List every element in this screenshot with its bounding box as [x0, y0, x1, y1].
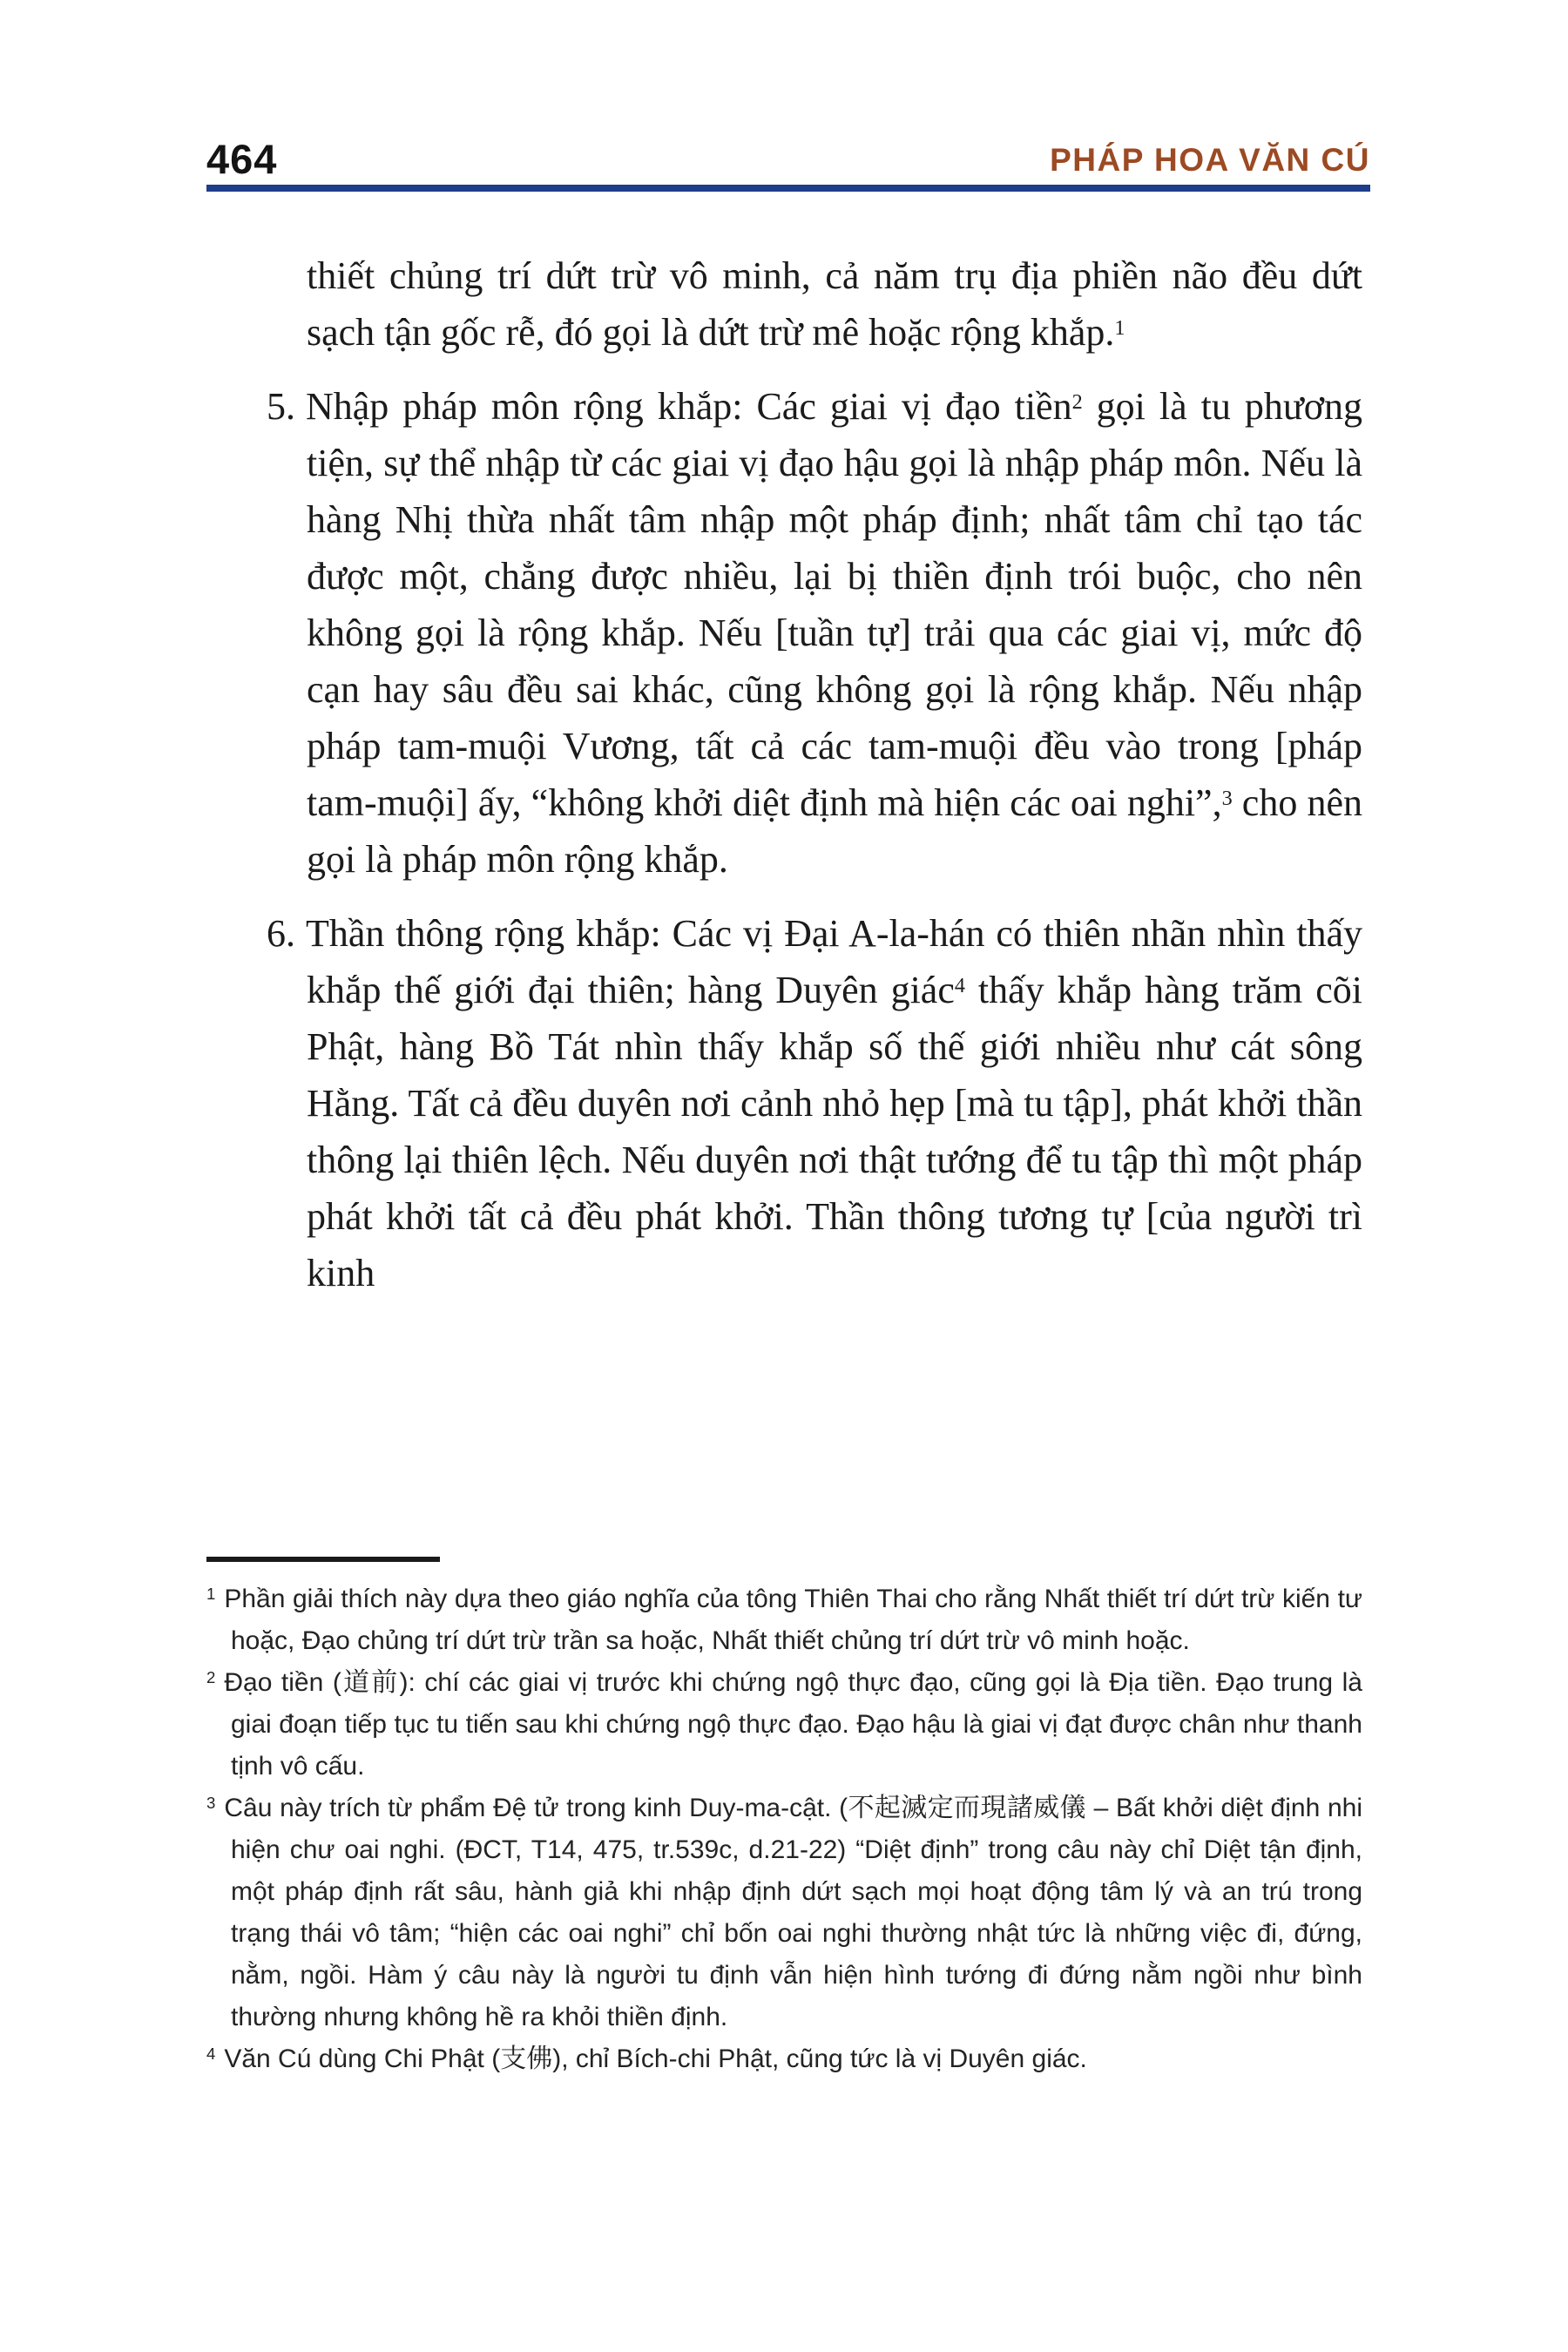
body-paragraph-continuation: [307, 247, 1362, 361]
footnote-2: [206, 1662, 1362, 1788]
body-paragraph-6: [267, 905, 1362, 1301]
running-title: PHÁP HOA VĂN CÚ: [1050, 142, 1370, 178]
footnote-separator: [206, 1557, 440, 1562]
paragraph-text: Thần thông rộng khắp: Các vị Đại A-la-hán có thiên nhãn nhìn thấy khắp thế giới đại thiên; hàng Duyên giác$^4$ thấy khắp hàng trăm cõi Phật, hàng Bồ Tát nhìn thấy khắp số thế giới nhiều như cát sông Hằng. Tất cả đều duyên nơi cảnh nhỏ hẹp [mà tu tập], phát khởi thần thông lại thiên lệch. Nếu duyên nơi thật tướng để tu tập thì một pháp phát khởi tất cả đều phát khởi. Thần thông tương tự [của người trì kinh: [306, 912, 1362, 1294]
footnote-text: Phần giải thích này dựa theo giáo nghĩa của tông Thiên Thai cho rằng Nhất thiết trí dứt trừ kiến tư hoặc, Đạo chủng trí dứt trừ trần sa hoặc, Nhất thiết chủng trí dứt trừ vô minh hoặc.: [224, 1585, 1362, 1655]
footnote-marker: 1: [206, 1584, 216, 1603]
paragraph-marker: 6.: [267, 912, 295, 955]
footnote-marker: 2: [206, 1667, 216, 1686]
footnote-marker: 3: [206, 1793, 216, 1812]
footnote-1: [206, 1578, 1362, 1662]
footnotes-block: [206, 1578, 1362, 2188]
body-text-block: [267, 247, 1362, 1552]
footnote-text: Câu này trích từ phẩm Đệ tử trong kinh Duy-ma-cật. (不起滅定而現諸威儀 – Bất khởi diệt định nhi hiện chư oai nghi. (ĐCT, T14, 475, tr.539c, d.21-22) “Diệt định” trong câu này chỉ Diệt tận định, một pháp định rất sâu, hành giả khi nhập định dứt sạch mọi hoạt động tâm lý và an trú trong trạng thái vô tâm; “hiện các oai nghi” chỉ bốn oai nghi thường nhật tức là những việc đi, đứng, nằm, ngồi. Hàm ý câu này là người tu định vẫn hiện hình tướng đi đứng nằm ngồi như bình thường nhưng không hề ra khỏi thiền định.: [224, 1794, 1362, 2031]
paragraph-text: Nhập pháp môn rộng khắp: Các giai vị đạo tiền$^2$ gọi là tu phương tiện, sự thể nhập từ các giai vị đạo hậu gọi là nhập pháp môn. Nếu là hàng Nhị thừa nhất tâm nhập một pháp định; nhất tâm chỉ tạo tác được một, chẳng được nhiều, lại bị thiền định trói buộc, cho nên không gọi là rộng khắp. Nếu [tuần tự] trải qua các giai vị, mức độ cạn hay sâu đều sai khác, cũng không gọi là rộng khắp. Nếu nhập pháp tam-muội Vương, tất cả các tam-muội đều vào trong [pháp tam-muội] ấy, “không khởi diệt định mà hiện các oai nghi”,$^3$ cho nên gọi là pháp môn rộng khắp.: [306, 385, 1362, 881]
paragraph-text: thiết chủng trí dứt trừ vô minh, cả năm trụ địa phiền não đều dứt sạch tận gốc rễ, đó gọi là dứt trừ mê hoặc rộng khắp.$^1$: [307, 254, 1362, 354]
footnote-3: [206, 1788, 1362, 2038]
footnote-text: Đạo tiền (道前): chí các giai vị trước khi chứng ngộ thực đạo, cũng gọi là Địa tiền. Đạo trung là giai đoạn tiếp tục tu tiến sau khi chứng ngộ thực đạo. Đạo hậu là giai vị đạt được chân như thanh tịnh vô cấu.: [224, 1668, 1362, 1781]
page-number: 464: [206, 136, 278, 182]
paragraph-marker: 5.: [267, 385, 295, 428]
footnote-text: Văn Cú dùng Chi Phật (支佛), chỉ Bích-chi Phật, cũng tức là vị Duyên giác.: [224, 2044, 1087, 2073]
page-header: [206, 120, 1370, 182]
body-paragraph-5: [267, 378, 1362, 888]
header-rule: [206, 185, 1370, 192]
footnote-4: [206, 2038, 1362, 2080]
footnote-marker: 4: [206, 2044, 216, 2063]
